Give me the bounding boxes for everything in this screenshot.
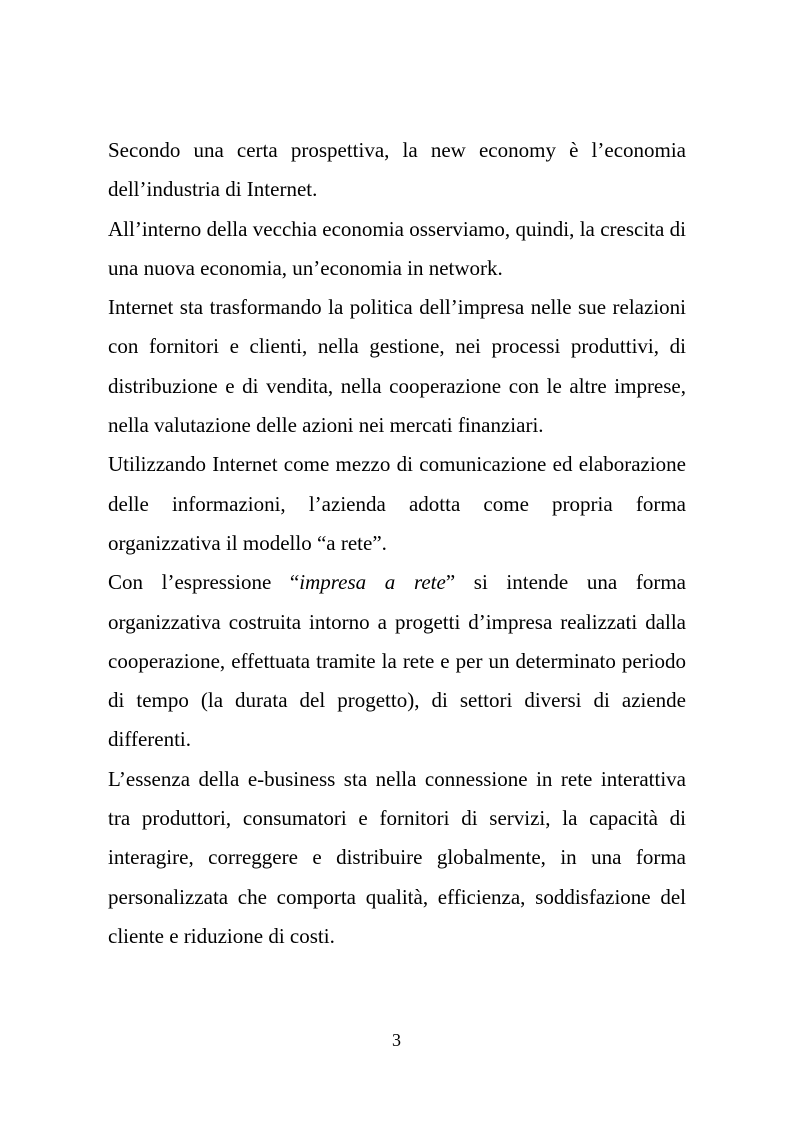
paragraph-network-economy: All’interno della vecchia economia osserviamo, quindi, la crescita di una nuova economia, un’economia in network. bbox=[108, 216, 686, 280]
paragraph-new-economy: Secondo una certa prospettiva, la new economy è l’economia dell’industria di Internet. bbox=[108, 138, 686, 202]
paragraph-impresa-a-rete-after: ” si intende una forma organizzativa costruita intorno a progetti d’impresa realizzati dalla cooperazione, effettuata tramite la rete e per un determinato periodo di tempo (la durata del progetto), di settori diversi di aziende differenti. bbox=[108, 570, 686, 752]
impresa-a-rete-emphasis: impresa a rete bbox=[299, 570, 446, 595]
paragraph-network-model: Utilizzando Internet come mezzo di comunicazione ed elaborazione delle informazioni, l’azienda adotta come propria forma organizzativa il modello “a rete”. bbox=[108, 452, 686, 555]
page-number: 3 bbox=[392, 1030, 401, 1050]
paragraph-impresa-a-rete bbox=[108, 563, 686, 759]
body-text bbox=[108, 131, 686, 956]
paragraph-internet-policy: Internet sta trasformando la politica dell’impresa nelle sue relazioni con fornitori e clienti, nella gestione, nei processi produttivi, di distribuzione e di vendita, nella cooperazione con le altre imprese, nella valutazione delle azioni nei mercati finanziari. bbox=[108, 295, 686, 438]
paragraph-e-business: L’essenza della e-business sta nella connessione in rete interattiva tra produttori, consumatori e fornitori di servizi, la capacità di interagire, correggere e distribuire globalmente, in una forma personalizzata che comporta qualità, efficienza, soddisfazione del cliente e riduzione di costi. bbox=[108, 766, 686, 948]
paragraph-impresa-a-rete-before: Con l’espressione “ bbox=[108, 570, 300, 595]
